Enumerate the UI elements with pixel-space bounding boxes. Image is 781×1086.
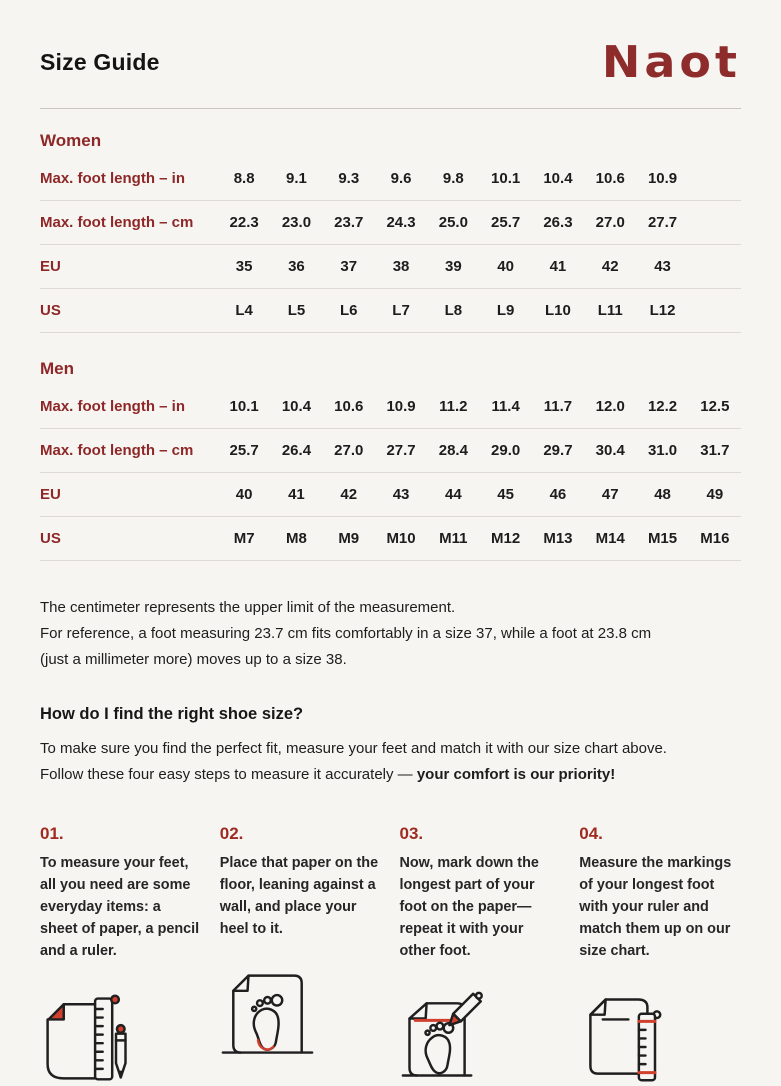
header	[40, 34, 741, 90]
size-value: 43	[392, 486, 410, 503]
size-value: 46	[549, 486, 567, 503]
size-value: 26.3	[543, 214, 573, 231]
row-label: Max. foot length – in	[40, 398, 185, 415]
size-value: 27.7	[386, 442, 416, 459]
size-value: 47	[601, 486, 619, 503]
header-divider	[40, 108, 741, 109]
size-value: M13	[543, 530, 573, 547]
size-value: 11.4	[491, 398, 520, 415]
women-section-heading: Women	[40, 131, 102, 150]
size-value: 31.0	[647, 442, 678, 459]
size-value: 10.6	[334, 398, 364, 415]
size-value: L10	[545, 302, 571, 319]
size-value: 12.2	[647, 398, 678, 415]
size-value: 48	[654, 486, 671, 503]
table-row	[40, 201, 741, 245]
step-3	[400, 824, 562, 1085]
table-row	[40, 245, 741, 289]
size-value: L5	[287, 302, 306, 319]
row-label: US	[40, 530, 61, 547]
size-value: 27.0	[595, 214, 625, 231]
size-value: L8	[444, 302, 463, 319]
size-value: M7	[233, 530, 255, 547]
size-value: 29.7	[543, 442, 573, 459]
size-value: 12.5	[700, 398, 730, 415]
size-value: M9	[338, 530, 360, 547]
size-value: L7	[392, 302, 410, 319]
measurement-note	[40, 595, 741, 673]
note-line: (just a millimeter more) moves up to a size 38.	[40, 651, 347, 668]
row-label: Max. foot length – in	[40, 170, 185, 187]
size-value: L9	[496, 302, 515, 319]
paper-footprint-pencil-icon	[400, 990, 495, 1085]
size-value: 9.1	[286, 170, 307, 187]
size-value: M14	[595, 530, 625, 547]
size-value: 24.3	[386, 214, 416, 231]
size-value: 10.9	[386, 398, 416, 415]
size-value: M11	[439, 530, 468, 547]
size-value: 25.0	[438, 214, 468, 231]
size-value: 26.4	[281, 442, 312, 459]
size-value: L4	[235, 302, 253, 319]
size-value: 43	[654, 258, 671, 275]
paper-ruler-pencil-icon	[40, 990, 135, 1085]
row-label: Max. foot length – cm	[40, 214, 194, 231]
women-size-table	[40, 157, 741, 333]
size-value: M10	[386, 530, 416, 547]
size-value: 41	[549, 258, 567, 275]
paper-footprint-icon	[220, 968, 315, 1063]
table-row	[40, 289, 741, 333]
table-row	[40, 473, 741, 517]
step-4	[579, 824, 741, 1085]
size-value: M12	[491, 530, 521, 547]
brand-logo: Naot	[601, 36, 741, 88]
step-number: 01.	[40, 824, 64, 843]
size-value: 10.9	[647, 170, 678, 187]
size-value: 9.8	[442, 170, 464, 187]
step-number: 03.	[399, 824, 424, 843]
size-value: 38	[392, 258, 410, 275]
size-value: 8.8	[233, 170, 255, 187]
step-number: 04.	[579, 824, 603, 843]
size-value: 10.4	[281, 398, 312, 415]
size-value: 35	[235, 258, 253, 275]
size-value: 49	[706, 486, 724, 503]
size-value: 39	[444, 258, 462, 275]
size-value: 30.4	[595, 442, 625, 459]
size-value: L6	[339, 302, 358, 319]
size-value: 29.0	[491, 442, 521, 459]
size-value: 44	[444, 486, 462, 503]
step-number: 02.	[219, 824, 244, 843]
table-row	[40, 157, 741, 201]
size-value: 10.6	[595, 170, 625, 187]
row-label: Max. foot length – cm	[40, 442, 194, 459]
men-section-heading: Men	[40, 359, 74, 378]
size-value: 25.7	[229, 442, 259, 459]
note-line: The centimeter represents the upper limit of the measurement.	[40, 599, 456, 616]
intro-bold-text: your comfort is our priority!	[416, 766, 616, 783]
size-value: M8	[286, 530, 307, 547]
size-value: 37	[340, 258, 358, 275]
table-row	[40, 385, 741, 429]
size-value: 25.7	[491, 214, 521, 231]
size-value: 11.2	[439, 398, 468, 415]
size-value: 28.4	[438, 442, 468, 459]
step-text: Place that paper on the floor, leaning against a wall, and place your heel to it.	[219, 855, 379, 937]
paper-ruler-mark-icon	[579, 990, 674, 1085]
size-value: 27.0	[334, 442, 364, 459]
size-value: 9.6	[390, 170, 412, 187]
size-value: 31.7	[700, 442, 730, 459]
size-value: 9.3	[338, 170, 360, 187]
how-to-intro	[40, 736, 700, 788]
table-row	[40, 429, 741, 473]
step-text: Measure the markings of your longest foot with your ruler and match them up on our size chart.	[579, 855, 732, 959]
size-value: 42	[601, 258, 619, 275]
step-text: Now, mark down the longest part of your foot on the paper—repeat it with your other foot.	[399, 855, 539, 959]
size-value: 45	[497, 486, 514, 503]
step-2	[220, 824, 382, 1085]
row-label: EU	[40, 258, 61, 275]
size-value: 10.1	[229, 398, 259, 415]
steps-section	[40, 824, 741, 1085]
size-value: M16	[700, 530, 730, 547]
size-value: 23.0	[281, 214, 312, 231]
row-label: US	[40, 302, 61, 319]
size-value: 10.4	[543, 170, 573, 187]
intro-text: To make sure you find the perfect fit, measure your feet and match it with our size chart above. Follow these four easy steps to measure it accurately —	[40, 740, 667, 783]
size-value: 23.7	[334, 214, 364, 231]
men-size-table	[40, 385, 741, 561]
size-value: 41	[288, 486, 305, 503]
size-value: 40	[235, 486, 253, 503]
step-1	[40, 824, 202, 1085]
row-label: EU	[40, 486, 61, 503]
size-value: 42	[340, 486, 358, 503]
size-value: L11	[597, 302, 623, 319]
size-value: L12	[649, 302, 676, 319]
size-value: 11.7	[543, 398, 573, 415]
how-to-heading: How do I find the right shoe size?	[40, 705, 304, 723]
table-row	[40, 517, 741, 561]
size-value: M15	[647, 530, 678, 547]
size-value: 36	[288, 258, 305, 275]
size-value: 10.1	[491, 170, 521, 187]
size-value: 12.0	[595, 398, 625, 415]
page-title: Size Guide	[40, 48, 160, 75]
size-value: 22.3	[229, 214, 259, 231]
size-value: 40	[497, 258, 514, 275]
note-line: For reference, a foot measuring 23.7 cm fits comfortably in a size 37, while a foot at 23.8 cm	[40, 625, 652, 642]
size-value: 27.7	[647, 214, 678, 231]
step-text: To measure your feet, all you need are some everyday items: a sheet of paper, a pencil and a ruler.	[40, 855, 200, 959]
